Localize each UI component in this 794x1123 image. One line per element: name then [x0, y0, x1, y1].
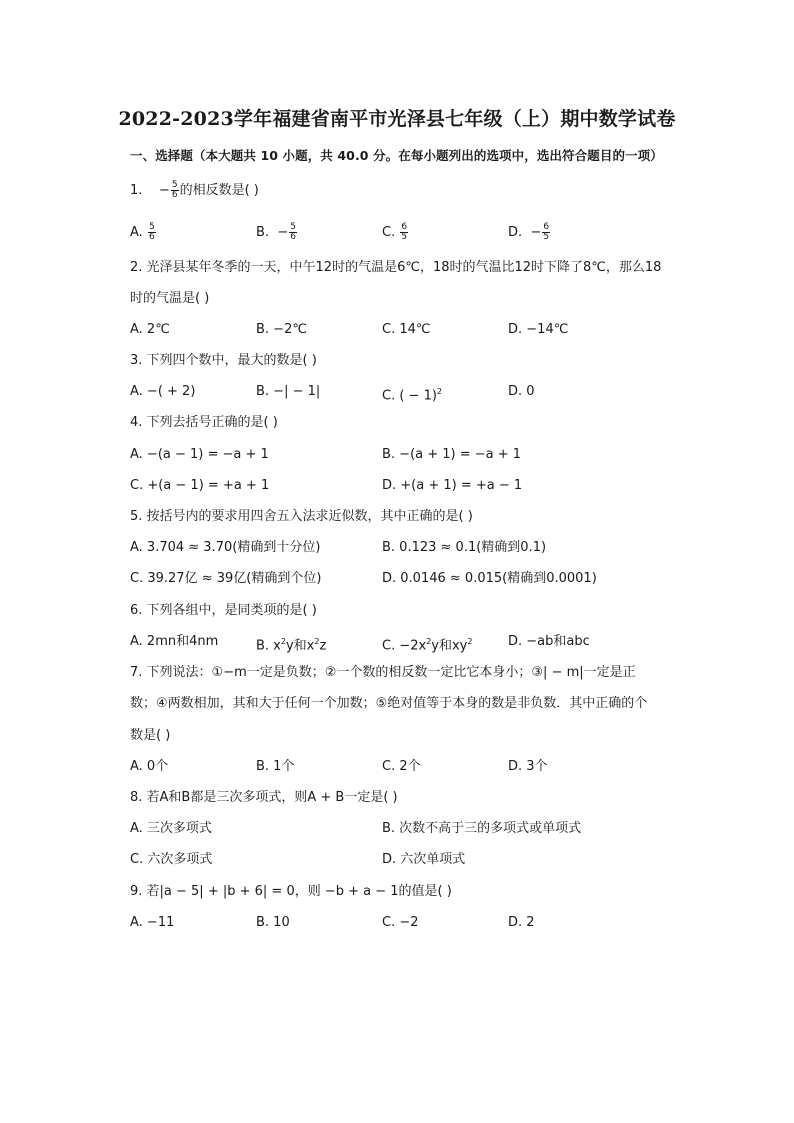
question-7-line-1: 7. 下列说法：①−m一定是负数；②一个数的相反数一定比它本身小；③| − m|一定是正 [130, 665, 636, 680]
fraction-denominator: 5 [401, 232, 408, 242]
fraction-denominator: 6 [290, 232, 296, 242]
option-label: B. [256, 225, 270, 240]
question-2-line-2: 时的气温是( ) [130, 291, 210, 306]
fraction-numerator: 6 [401, 222, 408, 232]
option-text: C. −2x [382, 638, 427, 654]
option-1d [508, 223, 551, 242]
superscript: 2 [436, 387, 443, 396]
option-2b: B. −2℃ [256, 322, 307, 337]
option-1a [130, 223, 157, 242]
option-sign: − [277, 225, 289, 240]
option-4d: D. +(a + 1) = +a − 1 [382, 478, 523, 493]
option-4c: C. +(a − 1) = +a + 1 [130, 478, 270, 493]
fraction-numerator: 6 [543, 222, 550, 232]
option-4b: B. −(a + 1) = −a + 1 [382, 447, 522, 462]
superscript: 2 [426, 637, 432, 646]
option-text: C. ( − 1) [382, 388, 437, 404]
question-1-number: 1. [130, 183, 143, 198]
option-5c: C. 39.27亿 ≈ 39亿(精确到个位) [130, 571, 322, 586]
superscript: 2 [467, 637, 473, 646]
option-6b [256, 633, 326, 655]
option-text: y和x [285, 638, 315, 654]
option-fraction [148, 223, 156, 242]
question-1 [130, 181, 259, 200]
option-9c: C. −2 [382, 915, 419, 930]
option-1b [256, 223, 298, 242]
question-1-sign: − [158, 183, 170, 198]
option-label: A. [130, 225, 143, 240]
fraction-numerator: 5 [148, 222, 155, 232]
option-7a: A. 0个 [130, 759, 169, 774]
question-4-line-1: 4. 下列去括号正确的是( ) [130, 415, 278, 430]
option-fraction [289, 223, 297, 242]
fraction-numerator: 5 [290, 222, 296, 232]
option-8a: A. 三次多项式 [130, 821, 212, 836]
option-3b: B. −| − 1| [256, 384, 321, 399]
option-9b: B. 10 [256, 915, 290, 930]
option-2d: D. −14℃ [508, 322, 569, 337]
option-3c [382, 383, 442, 405]
option-text: z [319, 638, 327, 654]
option-sign: − [530, 225, 542, 240]
option-4a: A. −(a − 1) = −a + 1 [130, 447, 269, 462]
question-8-line-1: 8. 若A和B都是三次多项式，则A + B一定是( ) [130, 790, 398, 805]
option-8c: C. 六次多项式 [130, 852, 213, 867]
option-8b: B. 次数不高于三的多项式或单项式 [382, 821, 582, 836]
option-6d: D. −ab和abc [508, 634, 590, 649]
option-1c [382, 223, 409, 242]
option-5a: A. 3.704 ≈ 3.70(精确到十分位) [130, 540, 321, 555]
question-3-line-1: 3. 下列四个数中，最大的数是( ) [130, 353, 317, 368]
option-3a: A. −( + 2) [130, 384, 196, 399]
question-7-line-3: 数是( ) [130, 728, 171, 743]
question-5-line-1: 5. 按括号内的要求用四舍五入法求近似数，其中正确的是( ) [130, 509, 473, 524]
option-5d: D. 0.0146 ≈ 0.015(精确到0.0001) [382, 571, 597, 586]
option-text: B. x [256, 638, 281, 654]
option-7d: D. 3个 [508, 759, 548, 774]
option-9d: D. 2 [508, 915, 535, 930]
question-6-line-1: 6. 下列各组中，是同类项的是( ) [130, 603, 317, 618]
option-6a: A. 2mn和4nm [130, 634, 219, 649]
question-9-line-1: 9. 若|a − 5| + |b + 6| = 0，则 −b + a − 1的值是( ) [130, 884, 452, 899]
option-fraction [400, 223, 408, 242]
option-label: D. [508, 225, 523, 240]
section-heading: 一、选择题（本大题共 10 小题，共 40.0 分。在每小题列出的选项中，选出符合题目的一项） [130, 148, 663, 163]
question-2-line-1: 2. 光泽县某年冬季的一天，中午12时的气温是6℃，18时的气温比12时下降了8℃，那么18 [130, 260, 662, 275]
option-2a: A. 2℃ [130, 322, 170, 337]
fraction-denominator: 5 [543, 232, 550, 242]
option-5b: B. 0.123 ≈ 0.1(精确到0.1) [382, 540, 547, 555]
superscript: 2 [280, 637, 286, 646]
option-fraction [542, 223, 550, 242]
page-title: 2022-2023学年福建省南平市光泽县七年级（上）期中数学试卷 [118, 108, 676, 130]
option-6c [382, 633, 472, 655]
option-8d: D. 六次单项式 [382, 852, 466, 867]
question-1-fraction [171, 181, 179, 200]
fraction-denominator: 6 [171, 190, 178, 200]
option-3d: D. 0 [508, 384, 535, 399]
fraction-numerator: 5 [171, 180, 178, 190]
option-2c: C. 14℃ [382, 322, 431, 337]
fraction-denominator: 6 [148, 232, 155, 242]
question-1-text: 的相反数是( ) [179, 183, 259, 198]
option-7c: C. 2个 [382, 759, 421, 774]
option-label: C. [382, 225, 396, 240]
option-9a: A. −11 [130, 915, 175, 930]
superscript: 2 [314, 637, 320, 646]
option-text: y和xy [431, 638, 468, 654]
question-7-line-2: 数；④两数相加，其和大于任何一个加数；⑤绝对值等于本身的数是非负数．其中正确的个 [130, 696, 648, 711]
option-7b: B. 1个 [256, 759, 295, 774]
